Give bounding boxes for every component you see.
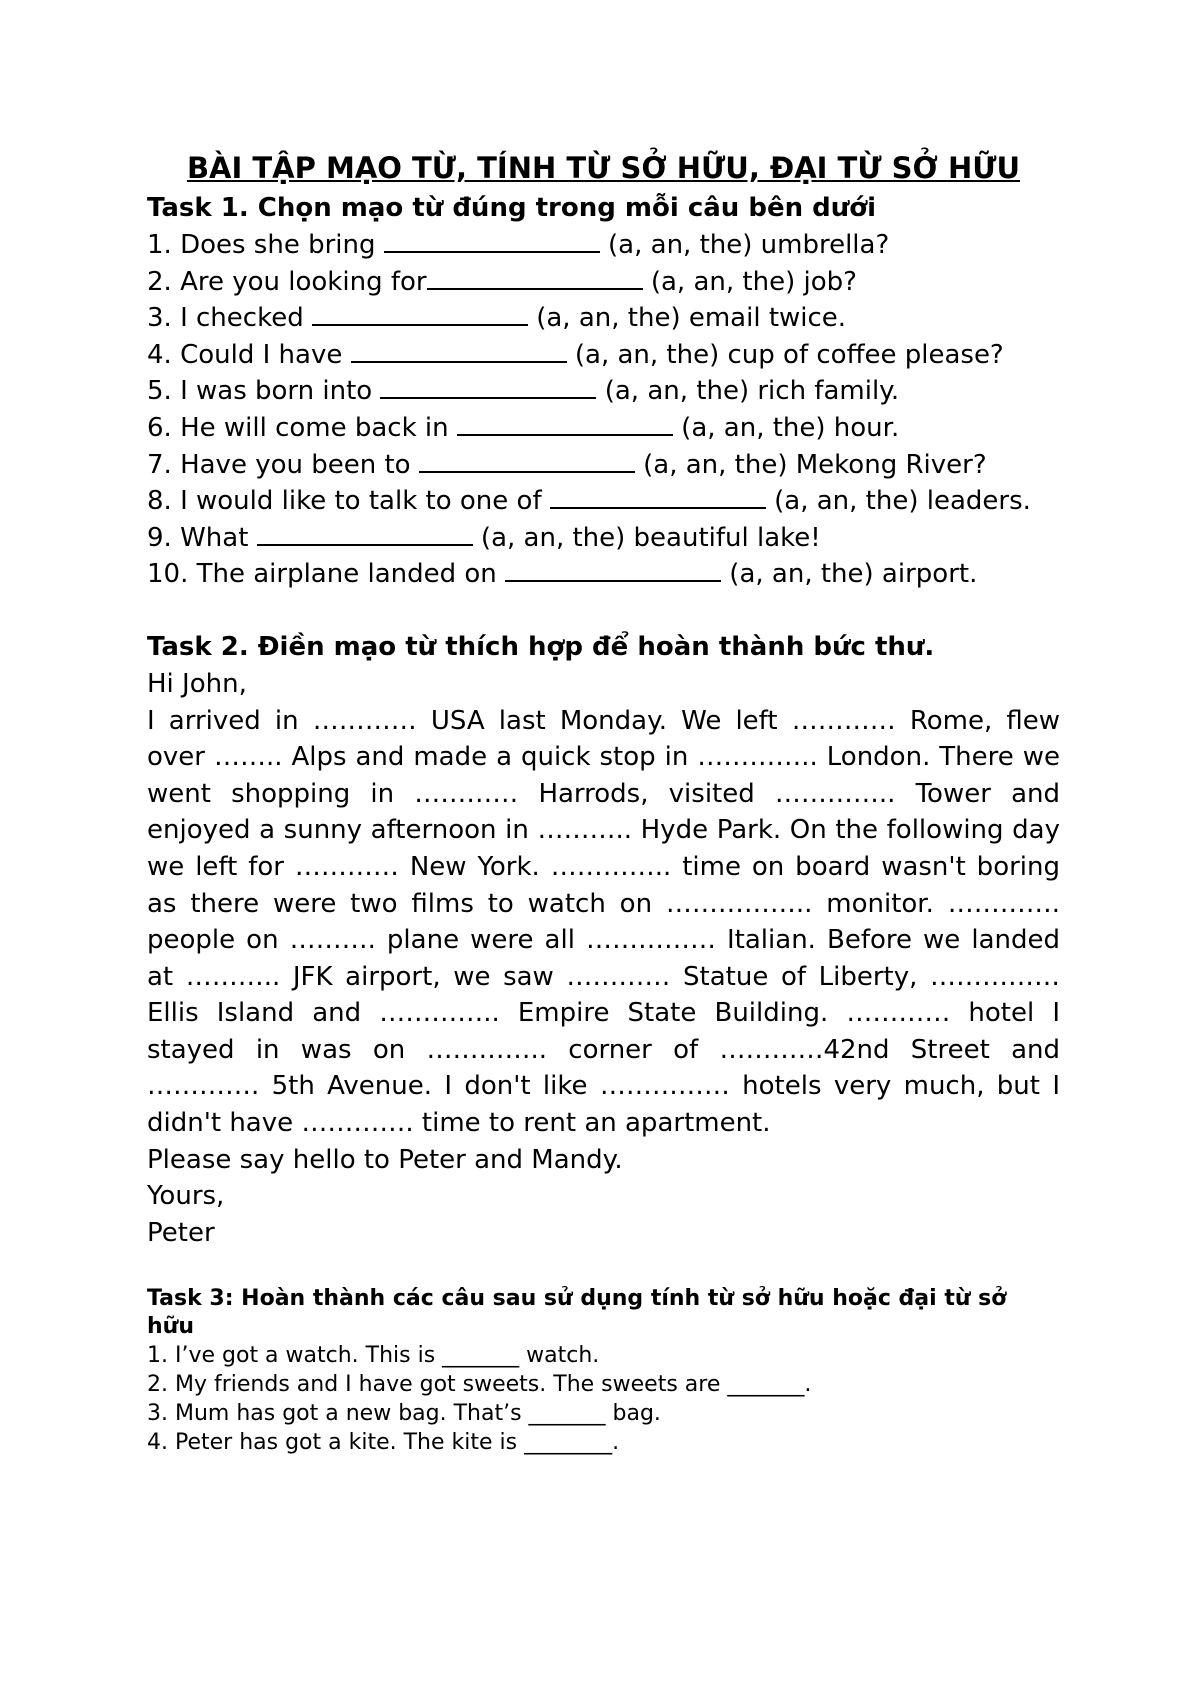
answer-blank[interactable]: [419, 449, 635, 473]
answer-blank[interactable]: [505, 558, 721, 582]
task3-item: 4. Peter has got a kite. The kite is ________.: [147, 1430, 620, 1456]
task1-item-options: (a, an, the) leaders.: [765, 486, 1031, 517]
task1-item-options: (a, an, the) rich family.: [596, 376, 900, 407]
answer-blank[interactable]: [457, 412, 673, 436]
task1-item: [147, 300, 1060, 337]
task3-item: 2. My friends and I have got sweets. The sweets are _______.: [147, 1372, 812, 1398]
task1-item-options: (a, an, the) job?: [642, 266, 857, 297]
task1-item-options: (a, an, the) cup of coffee please?: [566, 339, 1004, 370]
worksheet-page: [147, 146, 1060, 1457]
task1-item-text: 9. What: [147, 522, 257, 553]
task1-item-text: 4. Could I have: [147, 339, 351, 370]
task1-heading: Task 1. Chọn mạo từ đúng trong mỗi câu bên dưới: [147, 193, 877, 223]
task1-item: [147, 227, 1060, 264]
task1-item-options: (a, an, the) beautiful lake!: [472, 522, 821, 553]
task1-item-options: (a, an, the) umbrella?: [599, 230, 890, 260]
task1-item: [147, 520, 1060, 557]
answer-blank[interactable]: [380, 375, 596, 399]
task1-item-options: (a, an, the) hour.: [672, 412, 900, 443]
task3-item: 3. Mum has got a new bag. That’s _______ bag.: [147, 1401, 661, 1427]
task1-item-text: 5. I was born into: [147, 376, 381, 407]
task1-item: [147, 337, 1060, 374]
task1-item-text: 7. Have you been to: [147, 449, 419, 480]
task1-item: [147, 556, 1060, 593]
task3-item: 1. I’ve got a watch. This is _______ watch.: [147, 1343, 600, 1369]
task1-item-text: 6. He will come back in: [147, 412, 457, 443]
letter-body: I arrived in ………… USA last Monday. We left ………… Rome, flew over …….. Alps and made a quick stop in ………….. London. There we went shopping in ………… Harrods, visited ………….. Tower and enjoyed a sunny afternoon in ……….. Hyde Park. On the following day we left for ………… New York. ………….. time on board wasn't boring as there were two films to watch on …………….. monitor. …………. people on ………. plane were all …………… Italian. Before we landed at ……….. JFK airport, we saw ………… Statue of Liberty, …………… Ellis Island and ………….. Empire State Building. ………… hotel I stayed in was on ………….. corner of …………42nd Street and …………. 5th Avenue. I don't like …………… hotels very much, but I didn't have …………. time to rent an apartment.: [147, 705, 1060, 1139]
letter-greeting: Hi John,: [147, 668, 247, 699]
task1-item-options: (a, an, the) email twice.: [527, 303, 847, 334]
task1-item-text: 1. Does she bring: [147, 230, 384, 260]
task1-item: [147, 483, 1060, 520]
task1-item-text: 8. I would like to talk to one of: [147, 486, 550, 517]
worksheet-title: BÀI TẬP MẠO TỪ, TÍNH TỪ SỞ HỮU, ĐẠI TỪ SỞ HỮU: [186, 151, 1021, 185]
letter-signature: Peter: [147, 1217, 215, 1248]
task2-heading: Task 2. Điền mạo từ thích hợp để hoàn thành bức thư.: [147, 631, 935, 662]
answer-blank[interactable]: [427, 266, 643, 290]
task1-item-text: 3. I checked: [147, 303, 312, 334]
answer-blank[interactable]: [257, 522, 473, 546]
section-spacer: [147, 593, 1060, 629]
section-spacer: [147, 1251, 1060, 1285]
task1-item: [147, 264, 1060, 301]
answer-blank[interactable]: [351, 339, 567, 363]
task3-heading: Task 3: Hoàn thành các câu sau sử dụng tính từ sở hữu hoặc đại từ sở hữu: [147, 1286, 1007, 1340]
letter-signoff: Yours,: [147, 1181, 225, 1212]
task1-item: [147, 373, 1060, 410]
task1-item-text: 2. Are you looking for: [147, 266, 427, 297]
letter-closing-line: Please say hello to Peter and Mandy.: [147, 1144, 623, 1175]
task1-item: [147, 410, 1060, 447]
answer-blank[interactable]: [550, 485, 766, 509]
answer-blank[interactable]: [384, 229, 600, 253]
task1-item: [147, 447, 1060, 484]
task1-item-text: 10. The airplane landed on: [147, 559, 506, 590]
task1-item-options: (a, an, the) Mekong River?: [634, 449, 987, 480]
task1-item-options: (a, an, the) airport.: [721, 559, 978, 590]
answer-blank[interactable]: [312, 302, 528, 326]
